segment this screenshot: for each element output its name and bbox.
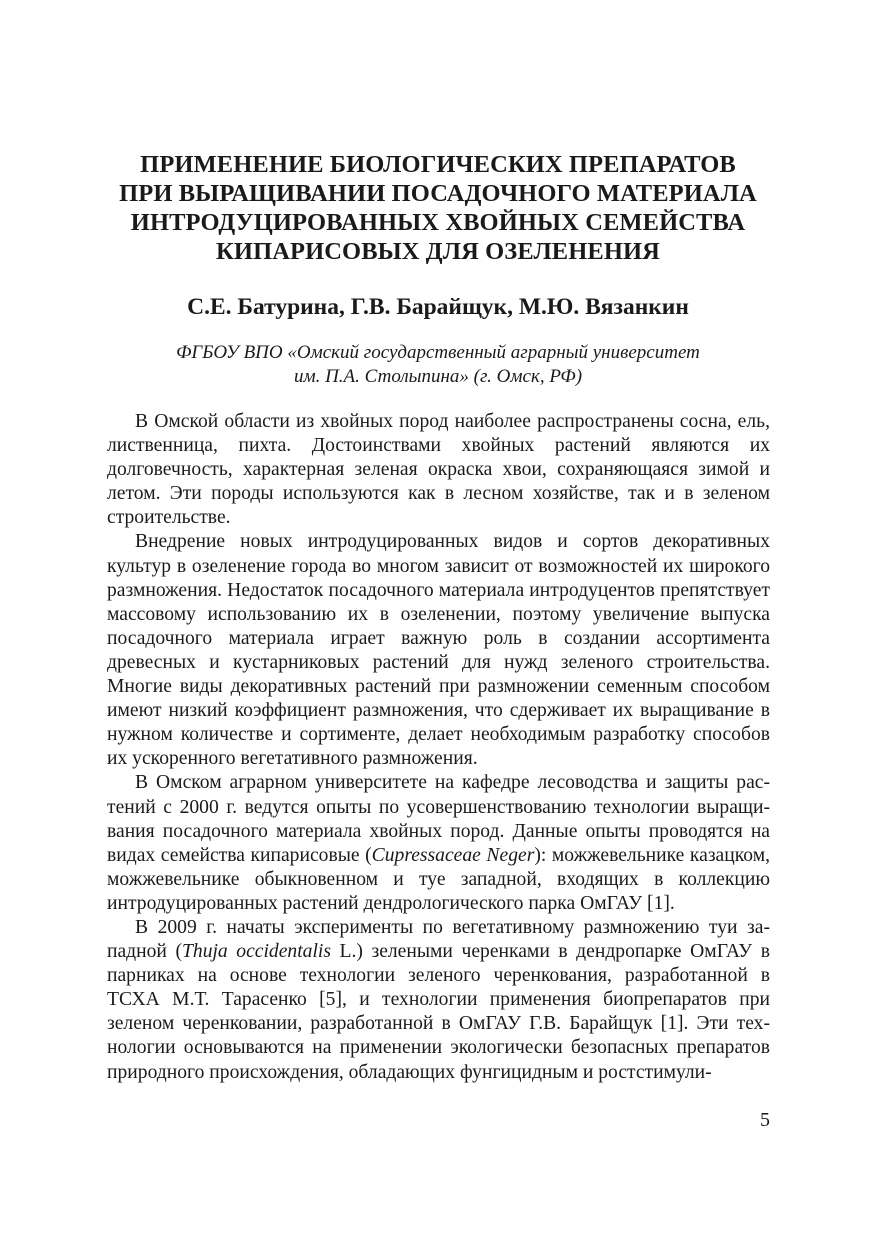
title-line: ПРИМЕНЕНИЕ БИОЛОГИЧЕСКИХ ПРЕПАРАТОВ <box>140 151 736 178</box>
title-line: КИПАРИСОВЫХ ДЛЯ ОЗЕЛЕНЕНИЯ <box>216 238 660 265</box>
paragraph-4-text-b: L.) зелеными черенками в дендропарке ОмГАУ в парниках на основе технологии зеленого черенкования, разработанной в ТСХА М.Т. Тарасенко [5], и технологии применения биопрепаратов при зеленом черенковании, разработанной в ОмГАУ Г.В. Барайщук [1]. Эти технологии основываются на применении экологически безопасных препаратов природного происхождения, обладающих фунгицидным и ростстимули- <box>107 941 770 1083</box>
paragraph-1: В Омской области из хвойных пород наиболее распространены сосна, ель, лиственница, пихта. Достоинствами хвойных растений являются их долговечность, характерная зеленая окраска хвои, сохраняющаяся зимой и летом. Эти породы используются как в лесном хозяйстве, так и в зеленом строительстве. <box>107 411 770 529</box>
latin-family-name: Cupressaceae Neger <box>371 844 535 866</box>
title-line: ПРИ ВЫРАЩИВАНИИ ПОСАДОЧНОГО МАТЕРИАЛА <box>119 180 757 207</box>
affiliation-line: ФГБОУ ВПО «Омский государственный аграрный университет <box>176 342 700 363</box>
affiliation <box>100 341 776 389</box>
paragraph-3-text-a: В Омском аграрном университете на кафедре лесоводства и защиты растений с 2000 г. ведутся опыты по усовершенствованию технологии выращивания посадочного материала хвойных пород. Данные опыты проводятся на видах семейства кипарисовые ( <box>107 772 770 866</box>
paragraph-3 <box>107 771 770 916</box>
page-number: 5 <box>760 1109 770 1131</box>
paragraph-4 <box>107 916 770 1085</box>
paragraph-2: Внедрение новых интродуцированных видов и сортов декоративных культур в озеленение города во многом зависит от возможностей их широкого размножения. Недостаток посадочного материала интродуцентов препятствует массовому использованию их в озеленении, поэтому увеличение выпуска посадочного материала играет важную роль в создании ассортимента древесных и кустарниковых растений для нужд зеленого строительства. Многие виды декоративных растений при размножении семенным способом имеют низкий коэффициент размножения, что сдерживает их выращивание в нужном количестве и сортименте, делает необходимым разработку способов их ускоренного вегетативного размножения. <box>107 531 770 770</box>
paragraph-4-text-a: В 2009 г. начаты эксперименты по вегетативному размножению туи западной ( <box>107 916 770 963</box>
authors: С.Е. Батурина, Г.В. Барайщук, М.Ю. Вязанкин <box>187 294 689 320</box>
title-line: ИНТРОДУЦИРОВАННЫХ ХВОЙНЫХ СЕМЕЙСТВА <box>130 209 746 236</box>
affiliation-line: им. П.А. Столыпина» (г. Омск, РФ) <box>293 366 583 387</box>
paper-title <box>100 150 776 266</box>
paragraph-3-text-b: ): можжевельнике казацком, можжевельнике обыкновенном и туе западной, входящих в коллекцию интродуцированных растений дендрологического парка ОмГАУ [1]. <box>107 844 770 914</box>
article-body <box>107 410 770 1085</box>
latin-species-name: Thuja occidentalis <box>182 941 331 963</box>
